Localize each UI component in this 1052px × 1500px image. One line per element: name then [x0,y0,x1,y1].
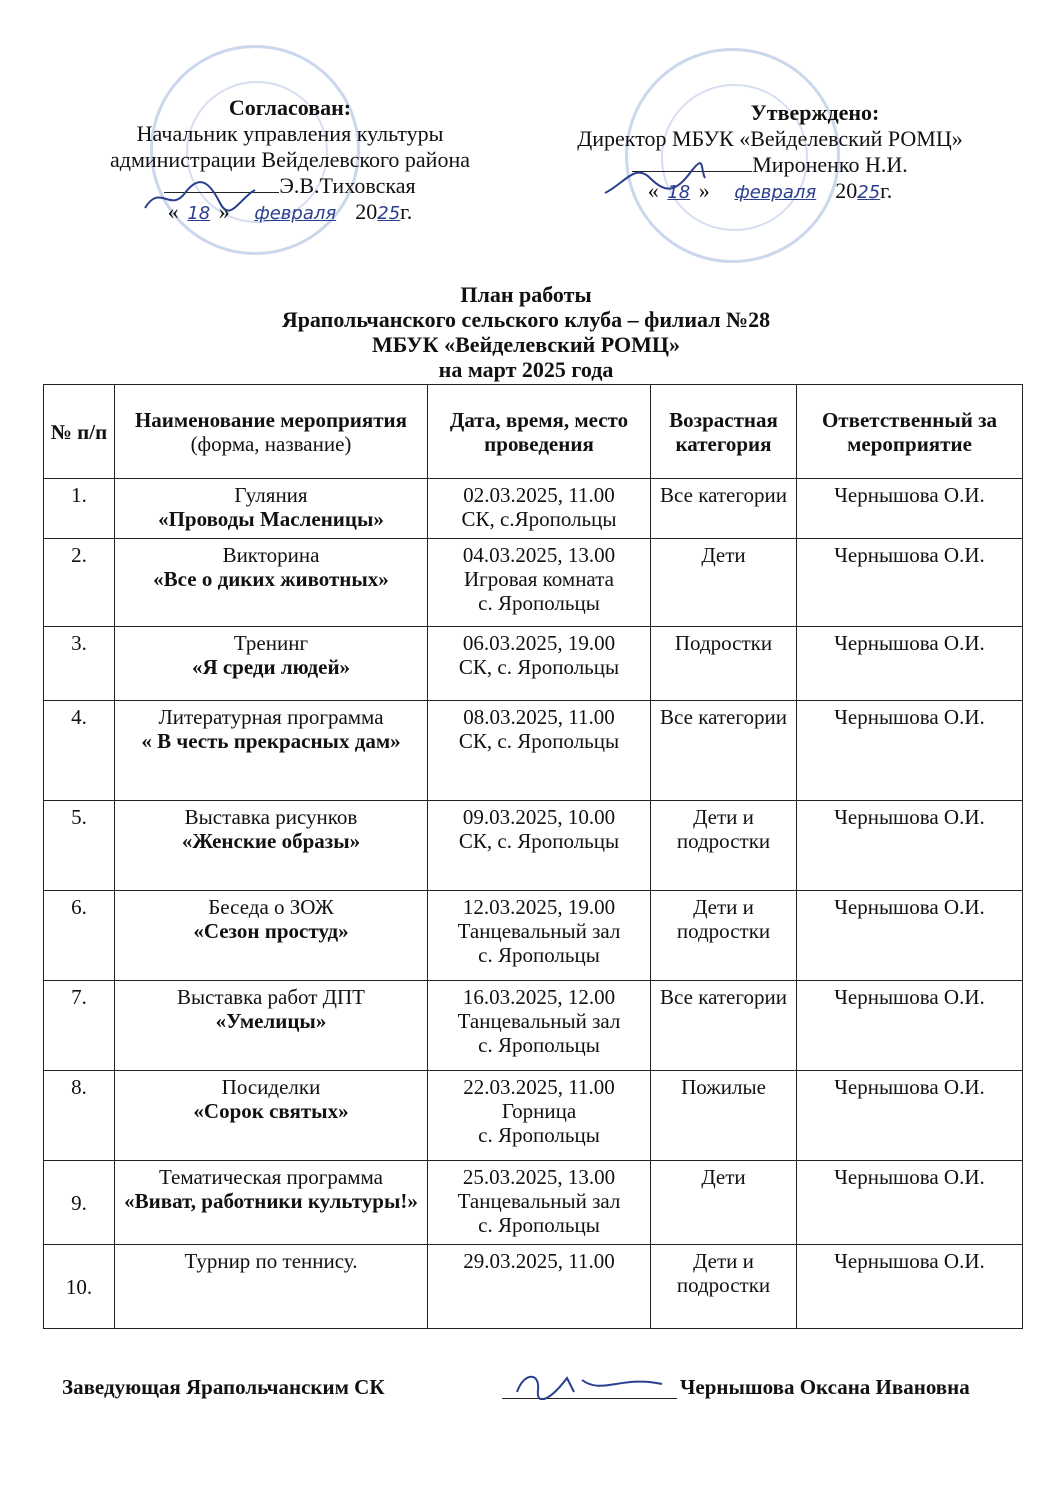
cell-date-place: Танцевальный зал [457,1189,621,1213]
approval-left-month: февраля [254,203,337,224]
approval-right-month: февраля [734,182,817,203]
cell-event-name: «Виват, работники культуры!» [124,1189,418,1213]
cell-date [428,981,651,1071]
cell-event-name: «Все о диких животных» [153,567,389,591]
approval-left-date-end: г. [400,199,413,224]
cell-event-form: Гуляния [234,483,308,507]
approval-left-line1: Начальник управления культуры [136,121,444,146]
cell-responsible [797,1245,1023,1329]
cell-num [44,1071,115,1161]
cell-date [428,701,651,801]
table-row [44,539,1023,627]
cell-num [44,627,115,701]
cell-date-place: СК, с. Яропольцы [458,829,620,853]
cell-age [651,627,797,701]
cell-date-place: Игровая комната [464,567,614,591]
cell-date-date: 06.03.2025, 19.00 [462,631,616,655]
cell-event [115,479,428,539]
cell-event [115,891,428,981]
cell-date [428,1161,651,1245]
cell-event-form: Викторина [222,543,320,567]
cell-date-date: 22.03.2025, 11.00 [463,1075,615,1099]
cell-age [651,701,797,801]
cell-responsible [797,891,1023,981]
footer-signature-icon [512,1370,672,1400]
cell-event-name: «Женские образы» [181,829,361,853]
approval-right-day: 18 [667,182,691,203]
cell-event [115,1161,428,1245]
cell-age-age: Дети [701,1165,746,1189]
footer [62,1372,1022,1402]
table-header-row [44,385,1023,479]
date-quote-close: » [698,178,710,203]
cell-date [428,539,651,627]
cell-responsible-responsible: Чернышова О.И. [834,543,985,567]
cell-date-place: СК, с. Яропольцы [458,655,620,679]
approval-left-year-suffix: 25 [377,203,401,224]
cell-age [651,891,797,981]
cell-date-place2: с. Яропольцы [478,1213,600,1237]
cell-num-num: 3. [71,631,87,655]
approval-right-signer: Мироненко Н.И. [752,152,908,177]
cell-responsible-responsible: Чернышова О.И. [834,805,985,829]
cell-event-form: Беседа о ЗОЖ [208,895,334,919]
cell-date-place: СК, с.Яропольцы [461,507,617,531]
footer-name: Чернышова Оксана Ивановна [680,1375,970,1399]
table-row [44,701,1023,801]
cell-event-form: Тематическая программа [159,1165,383,1189]
table-row [44,801,1023,891]
footer-position: Заведующая Ярапольчанским СК [62,1375,385,1399]
cell-age-age: Все категории [660,483,787,507]
cell-date-date: 09.03.2025, 10.00 [462,805,616,829]
header-responsible: Ответственный за мероприятие [797,385,1023,479]
header-name [115,385,428,479]
cell-num-num: 9. [71,1190,87,1215]
date-quote-open: « [167,199,179,224]
cell-responsible-responsible: Чернышова О.И. [834,705,985,729]
cell-age-age: Пожилые [681,1075,766,1099]
approval-left-signer: Э.В.Тиховская [279,173,416,198]
approval-right-date [535,178,1005,206]
cell-num-num: 2. [71,543,87,567]
cell-date-place: Танцевальный зал [457,919,621,943]
cell-responsible-responsible: Чернышова О.И. [834,1075,985,1099]
cell-num-num: 6. [71,895,87,919]
cell-responsible-responsible: Чернышова О.И. [834,483,985,507]
cell-date-place: Горница [501,1099,577,1123]
approval-left-year-prefix: 20 [355,199,378,224]
cell-event-form: Тренинг [233,631,309,655]
cell-event [115,539,428,627]
cell-age [651,1161,797,1245]
approval-left-signer-row [70,173,510,199]
cell-responsible [797,701,1023,801]
cell-event-form: Литературная программа [158,705,384,729]
cell-event-name: «Сорок святых» [193,1099,349,1123]
plan-table [43,384,1023,1329]
cell-date-place2: с. Яропольцы [478,1033,600,1057]
cell-age-age: Дети и подростки [676,805,771,853]
cell-date [428,801,651,891]
cell-num [44,1245,115,1329]
cell-num [44,539,115,627]
cell-date-place: Танцевальный зал [457,1009,621,1033]
cell-responsible-responsible: Чернышова О.И. [834,895,985,919]
cell-responsible [797,1071,1023,1161]
table-row [44,1161,1023,1245]
cell-date [428,1071,651,1161]
cell-event [115,1071,428,1161]
cell-responsible [797,1161,1023,1245]
cell-date-place2: с. Яропольцы [478,943,600,967]
cell-num-num: 4. [71,705,87,729]
cell-responsible-responsible: Чернышова О.И. [834,1165,985,1189]
table-row [44,627,1023,701]
cell-event [115,801,428,891]
approval-right-line1: Директор МБУК «Вейделевский РОМЦ» [577,126,963,151]
cell-num-num: 1. [71,483,87,507]
cell-num-num: 10. [65,1274,93,1299]
cell-num [44,891,115,981]
cell-responsible [797,539,1023,627]
table-row [44,1071,1023,1161]
cell-age-age: Дети и подростки [676,895,771,943]
approval-left [70,95,510,227]
title-line1: План работы [460,282,592,307]
table-row [44,891,1023,981]
date-quote-close: » [218,199,230,224]
cell-event [115,981,428,1071]
cell-date-place2: с. Яропольцы [478,1123,600,1147]
approval-right-year-suffix: 25 [857,182,881,203]
cell-event-name: «Сезон простуд» [193,919,349,943]
cell-date-place: СК, с. Яропольцы [458,729,620,753]
cell-num [44,1161,115,1245]
cell-event-form: Посиделки [221,1075,321,1099]
cell-responsible [797,627,1023,701]
title-line2: Ярапольчанского сельского клуба – филиал №28 [281,307,771,332]
document-title [0,282,1052,382]
title-line4: на март 2025 года [438,357,614,382]
date-quote-open: « [647,178,659,203]
cell-event-name: «Умелицы» [215,1009,327,1033]
title-line3: МБУК «Вейделевский РОМЦ» [372,332,680,357]
header-num: № п/п [44,385,115,479]
approval-left-date [70,199,510,227]
cell-event [115,627,428,701]
header-name-sub: (форма, название) [190,431,352,456]
cell-age-age: Подростки [674,631,773,655]
approval-right-heading: Утверждено: [750,100,880,125]
cell-age [651,981,797,1071]
cell-date-date: 12.03.2025, 19.00 [462,895,616,919]
approval-left-line2: администрации Вейделевского района [110,147,470,172]
approval-left-day: 18 [187,203,211,224]
header-age: Возрастная категория [651,385,797,479]
cell-date [428,1245,651,1329]
approval-left-heading: Согласован: [228,95,352,120]
cell-date-date: 02.03.2025, 11.00 [463,483,615,507]
cell-num [44,801,115,891]
cell-event-name: «Проводы Масленицы» [158,507,384,531]
cell-num-num: 5. [71,805,87,829]
cell-age-age: Дети [701,543,746,567]
cell-date-date: 29.03.2025, 11.00 [463,1249,615,1273]
approval-right-year-prefix: 20 [835,178,858,203]
cell-num-num: 7. [71,985,87,1009]
cell-num-num: 8. [71,1075,87,1099]
cell-age [651,801,797,891]
table-row [44,1245,1023,1329]
cell-date-date: 04.03.2025, 13.00 [462,543,616,567]
cell-date [428,479,651,539]
cell-event [115,701,428,801]
cell-responsible-responsible: Чернышова О.И. [834,631,985,655]
cell-age [651,1071,797,1161]
cell-date [428,891,651,981]
approval-right [535,100,1005,206]
cell-num [44,479,115,539]
cell-age [651,1245,797,1329]
cell-responsible [797,801,1023,891]
header-name-title: Наименование мероприятия [134,407,408,432]
cell-responsible-responsible: Чернышова О.И. [834,1249,985,1273]
cell-event-form: Выставка работ ДПТ [176,985,366,1009]
cell-age [651,479,797,539]
cell-event-form: Выставка рисунков [184,805,358,829]
cell-responsible [797,479,1023,539]
cell-date-date: 08.03.2025, 11.00 [463,705,615,729]
approval-right-signer-row [535,152,1005,178]
cell-date [428,627,651,701]
cell-event-name: « В честь прекрасных дам» [141,729,401,753]
cell-responsible [797,981,1023,1071]
cell-age [651,539,797,627]
cell-event-form: Турнир по теннису. [184,1249,358,1273]
cell-event [115,1245,428,1329]
cell-date-place2: с. Яропольцы [478,591,600,615]
table-row [44,981,1023,1071]
cell-event-name: «Я среди людей» [191,655,351,679]
table-row [44,479,1023,539]
approval-right-date-end: г. [880,178,893,203]
cell-responsible-responsible: Чернышова О.И. [834,985,985,1009]
cell-date-date: 16.03.2025, 12.00 [462,985,616,1009]
cell-age-age: Все категории [660,705,787,729]
header-date: Дата, время, место проведения [428,385,651,479]
cell-date-date: 25.03.2025, 13.00 [462,1165,616,1189]
cell-age-age: Все категории [660,985,787,1009]
cell-num [44,981,115,1071]
cell-age-age: Дети и подростки [676,1249,771,1297]
cell-num [44,701,115,801]
